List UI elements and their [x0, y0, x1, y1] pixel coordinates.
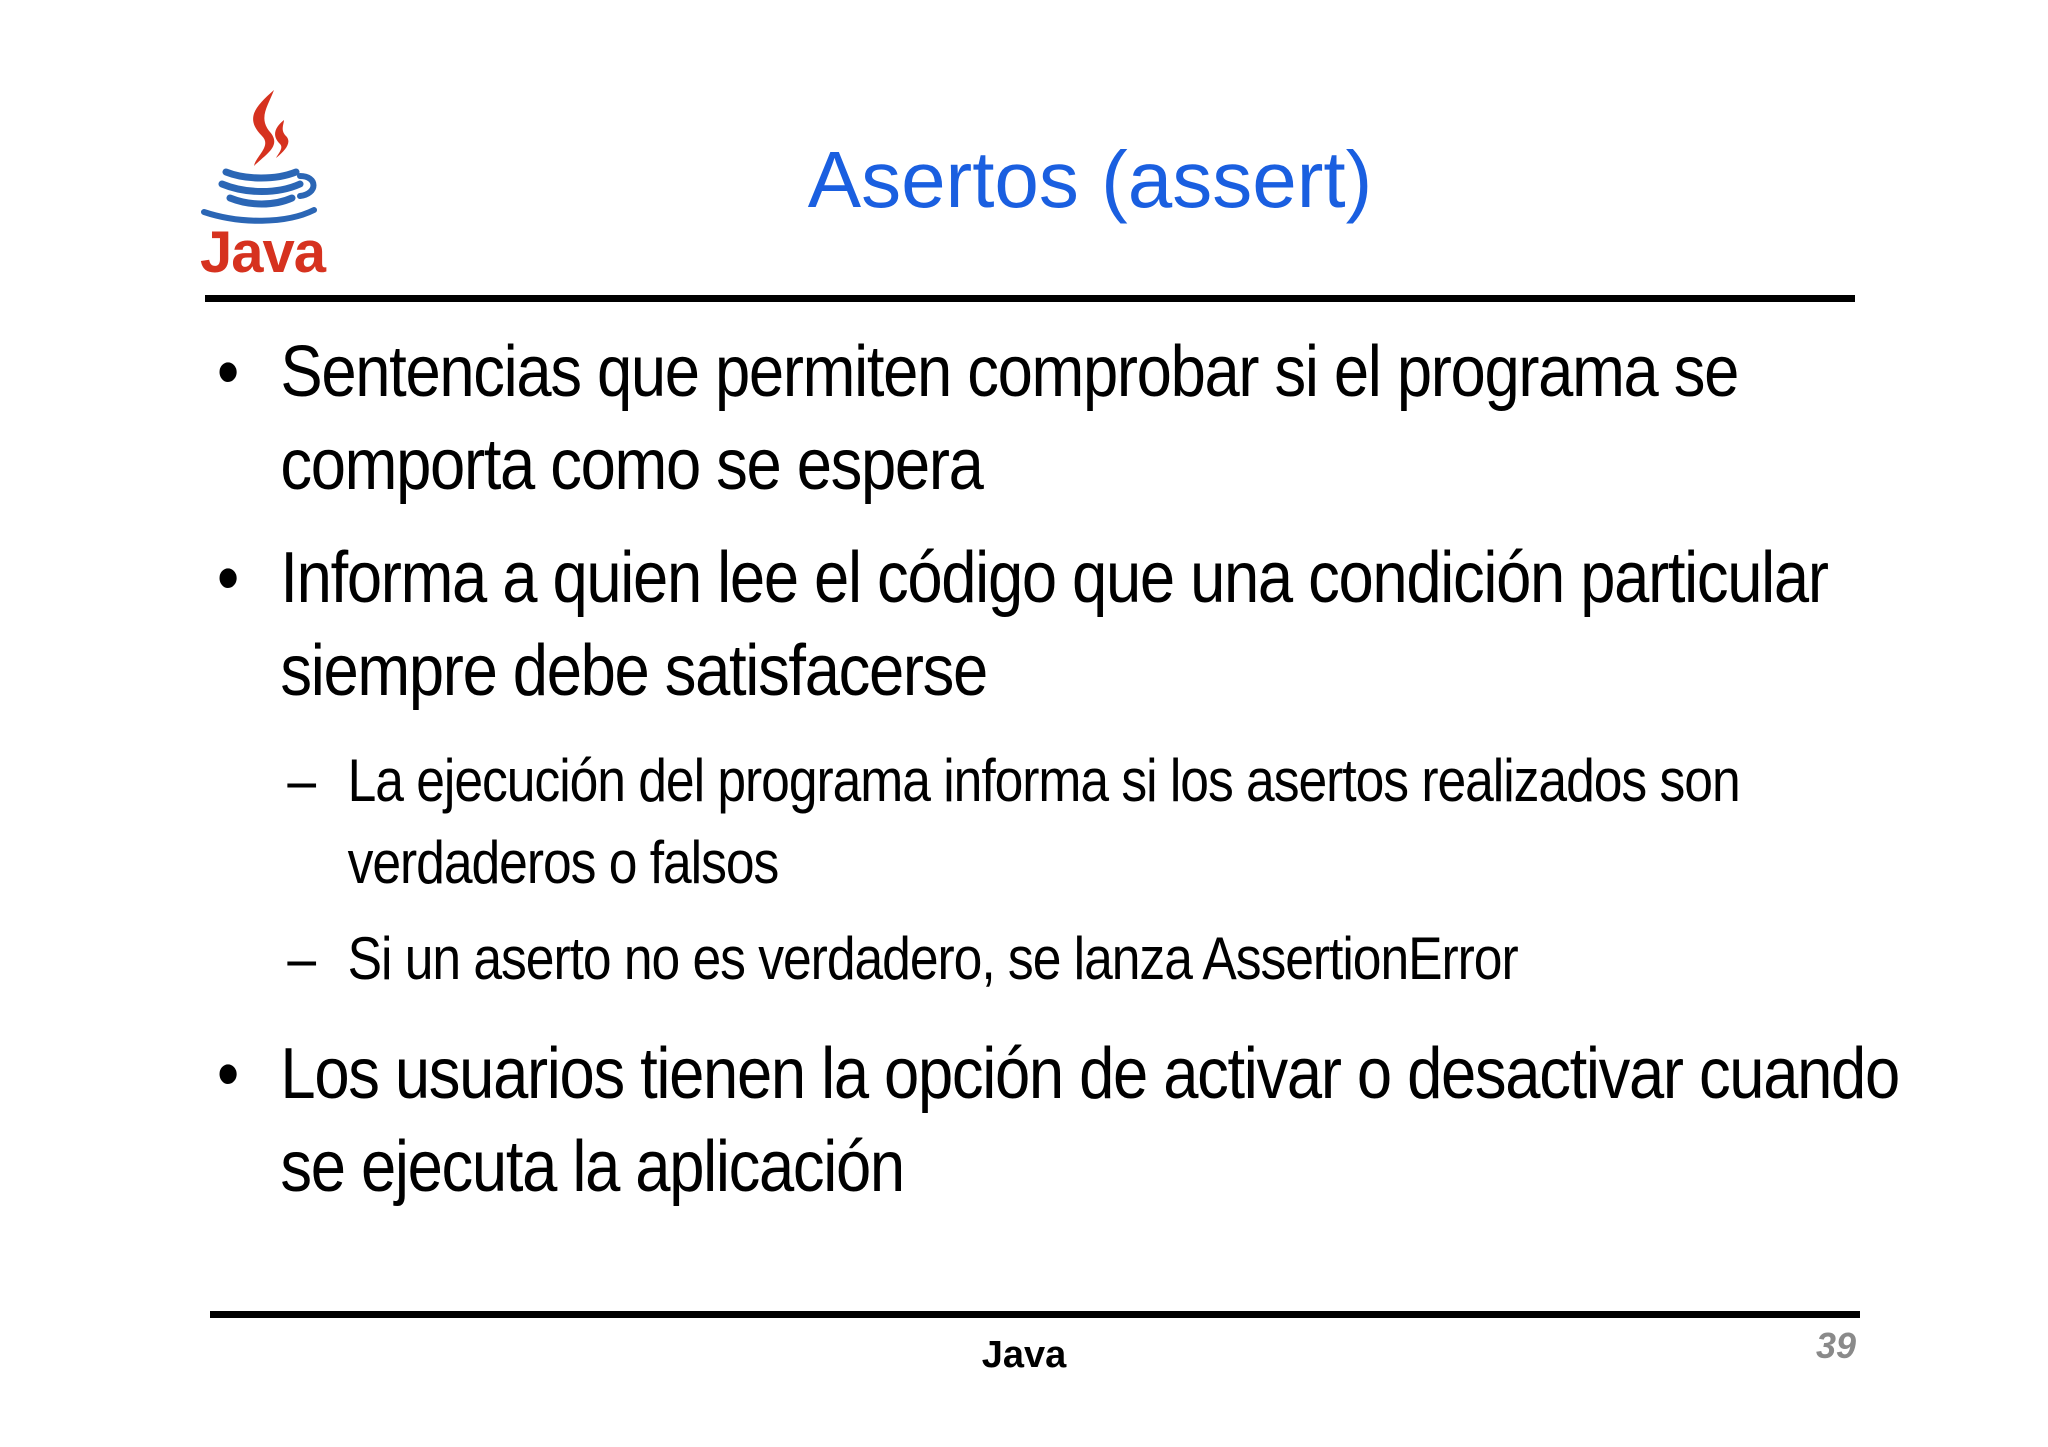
page-number: 39 — [1815, 1325, 1856, 1366]
sub-bullet-mark: – — [287, 747, 316, 814]
bullet-text: Sentencias que permiten comprobar si el programa se comporta como se espera — [280, 332, 1739, 505]
sub-bullet-item — [210, 740, 1982, 904]
sub-bullet-text: La ejecución del programa informa si los asertos realizados son verdaderos o falsos — [347, 747, 1740, 896]
java-logo-text: Java — [200, 220, 326, 285]
bullet-mark: • — [217, 332, 238, 412]
bottom-divider — [210, 1311, 1860, 1318]
top-divider — [205, 295, 1855, 302]
footer-title: Java — [981, 1334, 1067, 1376]
bullet-item — [210, 1028, 1917, 1214]
bullet-text: Los usuarios tienen la opción de activar o desactivar cuando se ejecuta la aplicación — [280, 1034, 1899, 1207]
slide-content — [210, 326, 1899, 1214]
slide-title: Asertos (assert) — [807, 135, 1373, 224]
java-logo — [196, 84, 326, 294]
sub-bullet-mark: – — [287, 925, 316, 992]
sub-bullet-text: Si un aserto no es verdadero, se lanza AssertionError — [347, 925, 1518, 992]
java-cup-icon — [196, 84, 326, 224]
bullet-text: Informa a quien lee el código que una condición particular siempre debe satisfacerse — [280, 538, 1828, 711]
bullet-mark: • — [217, 538, 238, 618]
bullet-item — [210, 532, 1917, 718]
sub-bullet-item — [210, 918, 1982, 1000]
bullet-mark: • — [217, 1034, 238, 1114]
bullet-item — [210, 326, 1917, 512]
